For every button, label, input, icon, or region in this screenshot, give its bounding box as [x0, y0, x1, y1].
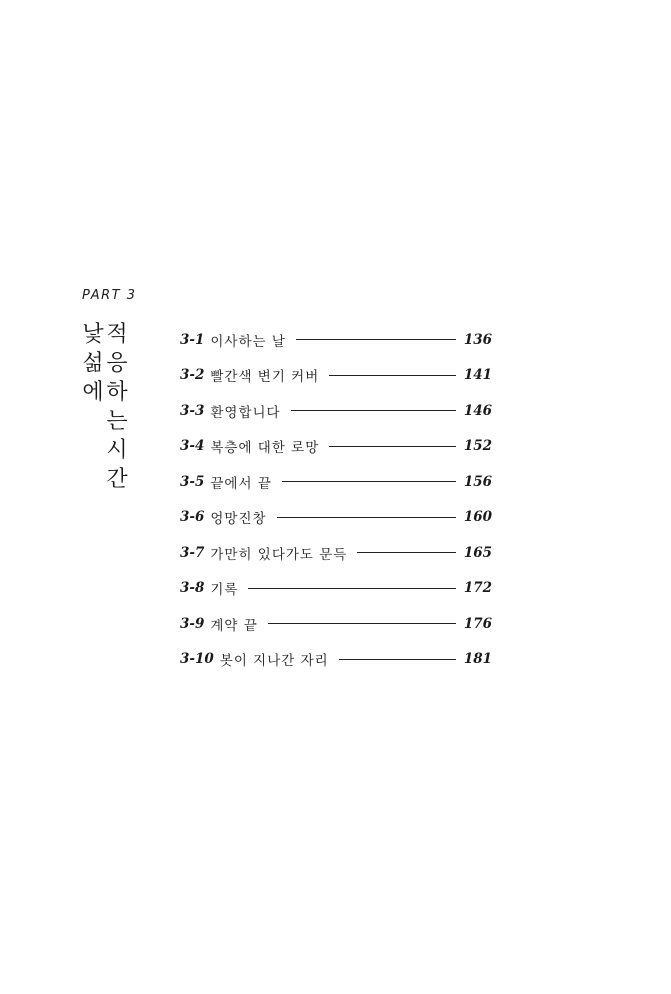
title-char: 에 [82, 380, 104, 405]
chapter-title: 가만히 있다가도 문득 [210, 546, 348, 563]
page-number: 176 [463, 615, 492, 632]
part-title-column-right [104, 320, 130, 494]
title-char: 하 [106, 380, 128, 405]
part-title-column-left [80, 320, 106, 407]
toc-entry[interactable] [180, 322, 492, 358]
title-char: 응 [106, 351, 128, 376]
page-number: 172 [463, 580, 492, 597]
title-char: 시 [106, 438, 128, 463]
leader-line [291, 410, 456, 411]
leader-line [277, 517, 456, 518]
chapter-number: 3-8 [180, 580, 205, 597]
leader-line [296, 339, 456, 340]
chapter-number: 3-9 [180, 615, 205, 632]
title-char: 섦 [82, 351, 104, 376]
toc-entry[interactable] [180, 358, 492, 394]
title-char: 간 [106, 467, 128, 492]
table-of-contents [180, 322, 492, 677]
chapter-number: 3-1 [180, 331, 205, 348]
chapter-number: 3-10 [180, 651, 214, 668]
toc-entry[interactable] [180, 464, 492, 500]
toc-entry[interactable] [180, 429, 492, 465]
toc-entry[interactable] [180, 500, 492, 536]
leader-line [329, 375, 456, 376]
chapter-number: 3-5 [180, 473, 205, 490]
chapter-title: 환영합니다 [210, 404, 281, 421]
page-number: 165 [463, 544, 492, 561]
page-number: 181 [463, 651, 492, 668]
leader-line [248, 588, 455, 589]
page-number: 136 [463, 331, 492, 348]
toc-entry[interactable] [180, 535, 492, 571]
part-label: PART 3 [82, 288, 137, 303]
page-number: 156 [463, 473, 492, 490]
chapter-title: 계약 끝 [210, 617, 258, 634]
chapter-title: 이사하는 날 [210, 333, 286, 350]
toc-entry[interactable] [180, 571, 492, 607]
leader-line [329, 446, 456, 447]
chapter-number: 3-2 [180, 367, 205, 384]
leader-line [339, 659, 456, 660]
title-char: 낯 [82, 322, 104, 347]
chapter-title: 복층에 대한 로망 [210, 440, 320, 457]
chapter-title: 끝에서 끝 [210, 475, 272, 492]
chapter-number: 3-3 [180, 402, 205, 419]
leader-line [357, 552, 455, 553]
toc-entry[interactable] [180, 606, 492, 642]
toc-entry[interactable] [180, 393, 492, 429]
chapter-number: 3-6 [180, 509, 205, 526]
chapter-number: 3-4 [180, 438, 205, 455]
chapter-title: 빨간색 변기 커버 [210, 369, 320, 386]
chapter-title: 엉망진창 [210, 511, 267, 528]
chapter-title: 봇이 지나간 자리 [219, 653, 329, 670]
title-char: 는 [106, 409, 128, 434]
leader-line [268, 623, 456, 624]
toc-entry[interactable] [180, 642, 492, 678]
chapter-number: 3-7 [180, 544, 205, 561]
leader-line [282, 481, 456, 482]
page-number: 141 [463, 367, 492, 384]
chapter-title: 기록 [210, 582, 239, 599]
page-number: 146 [463, 402, 492, 419]
page-number: 152 [463, 438, 492, 455]
title-char: 적 [106, 322, 128, 347]
page-number: 160 [463, 509, 492, 526]
